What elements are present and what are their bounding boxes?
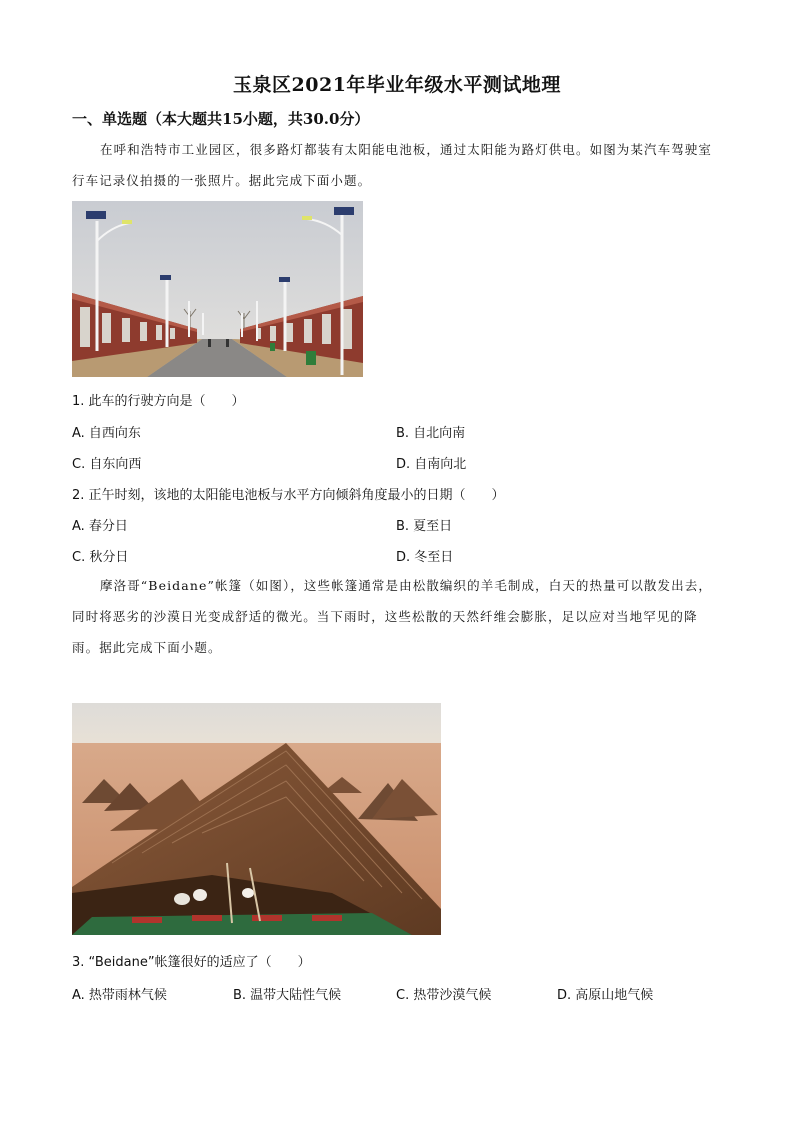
question-3-option-d[interactable]: D. 高原山地气候 xyxy=(557,988,654,1003)
question-3-option-b[interactable]: B. 温带大陆性气候 xyxy=(233,988,342,1003)
question-3-option-a[interactable]: A. 热带雨林气候 xyxy=(72,988,167,1003)
question-1-option-c[interactable]: C. 自东向西 xyxy=(72,457,142,472)
street-lights-photo xyxy=(72,201,363,377)
question-2-option-c[interactable]: C. 秋分日 xyxy=(72,550,129,565)
passage-1: 在呼和浩特市工业园区，很多路灯都装有太阳能电池板，通过太阳能为路灯供电。如图为某汽车驾驶室行车记录仪拍摄的一张照片。据此完成下面小题。 xyxy=(72,142,713,188)
question-3-stem: 3. “Beidane”帐篷很好的适应了（ ） xyxy=(72,955,311,970)
question-1-option-a[interactable]: A. 自西向东 xyxy=(72,426,141,441)
question-2-option-a[interactable]: A. 春分日 xyxy=(72,519,128,534)
section-heading: 一、单选题（本大题共15小题，共30.0分） xyxy=(72,110,370,128)
question-1-option-d[interactable]: D. 自南向北 xyxy=(396,457,467,472)
beidane-tent-photo xyxy=(72,703,441,935)
question-1-option-b[interactable]: B. 自北向南 xyxy=(396,426,466,441)
question-2-option-d[interactable]: D. 冬至日 xyxy=(396,550,454,565)
question-3-option-c[interactable]: C. 热带沙漠气候 xyxy=(396,988,492,1003)
page-title: 玉泉区2021年毕业年级水平测试地理 xyxy=(233,74,561,96)
question-2-option-b[interactable]: B. 夏至日 xyxy=(396,519,453,534)
question-2-stem: 2. 正午时刻，该地的太阳能电池板与水平方向倾斜角度最小的日期（ ） xyxy=(72,488,505,503)
question-1-stem: 1. 此车的行驶方向是（ ） xyxy=(72,394,245,409)
passage-2: 摩洛哥“Beidane”帐篷（如图），这些帐篷通常是由松散编织的羊毛制成，白天的热量可以散发出去，同时将恶劣的沙漠日光变成舒适的微光。当下雨时，这些松散的天然纤维会膨胀，足以应对当地罕见的降雨。据此完成下面小题。 xyxy=(72,578,712,655)
